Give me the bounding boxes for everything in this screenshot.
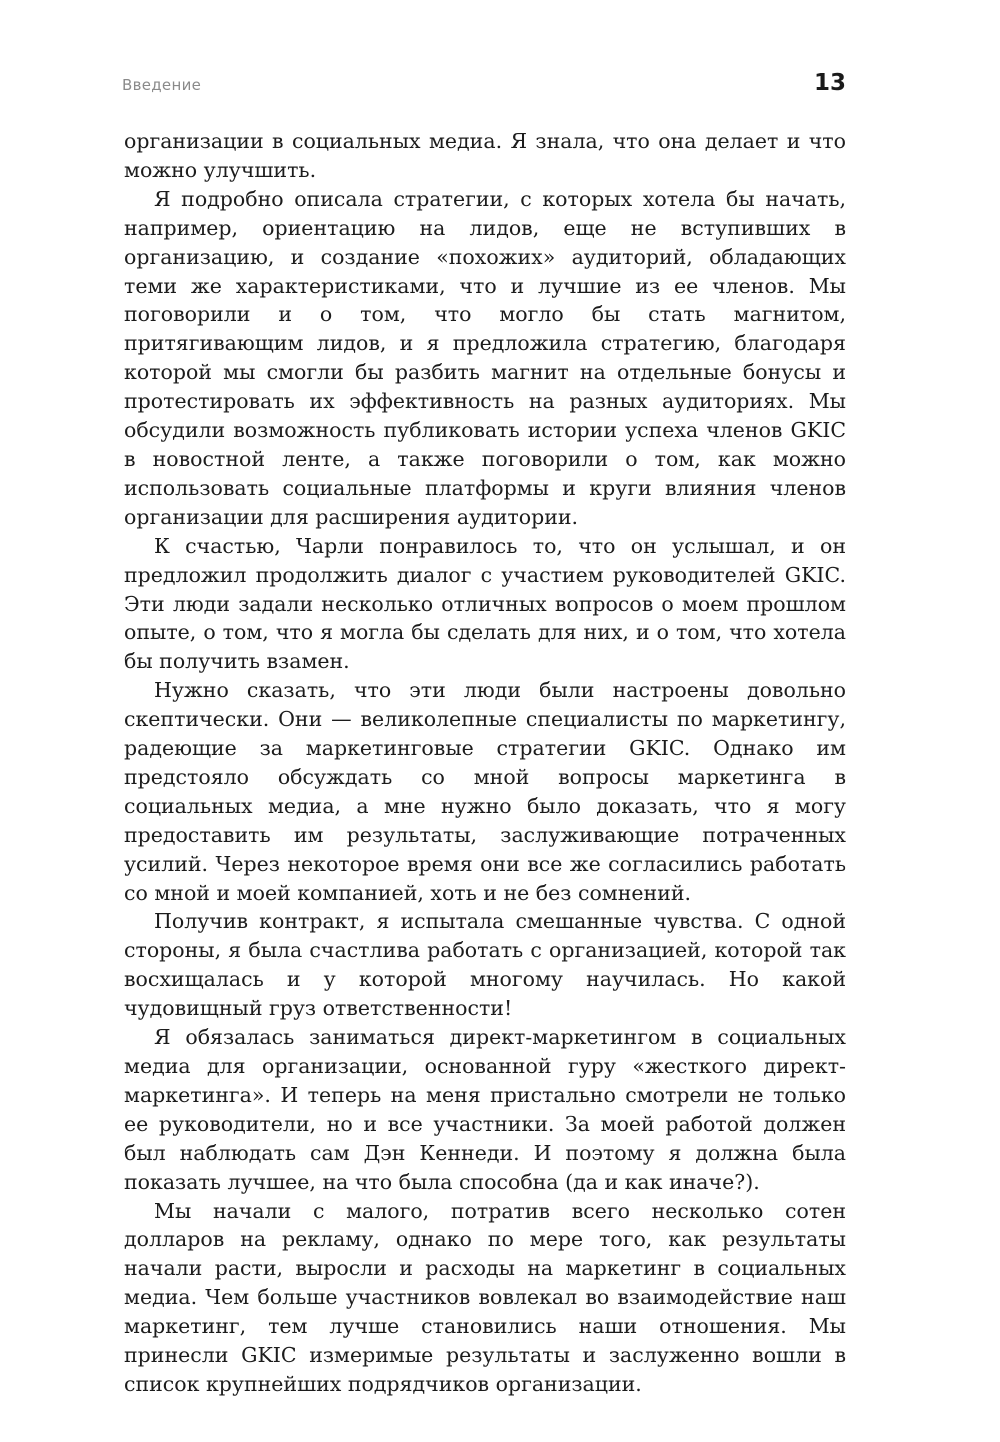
- paragraph: Я обязалась заниматься директ-маркетингом в социальных медиа для организации, основанной гуру «жесткого директ-маркетинга». И теперь на меня пристально смотрели не только ее руководители, но и все участники. За моей работой должен был наблюдать сам Дэн Кеннеди. И поэтому я должна была показать лучшее, на что была способна (да и как иначе?).: [124, 1025, 846, 1194]
- paragraph: К счастью, Чарли понравилось то, что он услышал, и он предложил продолжить диалог с участием руководителей GKIC. Эти люди задали несколько отличных вопросов о моем прошлом опыте, о том, что я могла бы сделать для них, и о том, что хотела бы получить взамен.: [124, 533, 846, 674]
- page-number: 13: [813, 70, 846, 96]
- body-text: [124, 127, 846, 1399]
- paragraph: Мы начали с малого, потратив всего несколько сотен долларов на рекламу, однако по мере того, как результаты начали расти, выросли и расходы на маркетинг в социальных медиа. Чем больше участников вовлекал во взаимодействие наш маркетинг, тем лучше становились наши отношения. Мы принесли GKIC измеримые результаты и заслуженно вошли в список крупнейших подрядчиков организации.: [124, 1198, 846, 1396]
- running-head: Введение: [122, 76, 202, 94]
- paragraph: Получив контракт, я испытала смешанные чувства. С одной стороны, я была счастлива работать с организацией, которой так восхищалась и у которой многому научилась. Но какой чудовищный груз ответственности!: [124, 909, 846, 1021]
- paragraph-continued: организации в социальных медиа. Я знала, что она делает и что можно улучшить.: [124, 129, 846, 182]
- paragraph: Нужно сказать, что эти люди были настроены довольно скептически. Они — великолепные специалисты по маркетингу, радеющие за маркетинговые стратегии GKIC. Однако им предстояло обсуждать со мной вопросы маркетинга в социальных медиа, а мне нужно было доказать, что я могу предоставить им результаты, заслуживающие потраченных усилий. Через некоторое время они все же согласились работать со мной и моей компанией, хоть и не без сомнений.: [124, 678, 846, 905]
- paragraph: Я подробно описала стратегии, с которых хотела бы начать, например, ориентацию на лидов, еще не вступивших в организацию, и создание «похожих» аудиторий, обладающих теми же характеристиками, что и лучшие из ее членов. Мы поговорили и о том, что могло бы стать магнитом, притягивающим лидов, и я предложила стратегию, благодаря которой мы смогли бы разбить магнит на отдельные бонусы и протестировать их эффективность на разных аудиториях. Мы обсудили возможность публиковать истории успеха членов GKIC в новостной ленте, а также поговорили о том, как можно использовать социальные платформы и круги влияния членов организации для расширения аудитории.: [124, 186, 846, 529]
